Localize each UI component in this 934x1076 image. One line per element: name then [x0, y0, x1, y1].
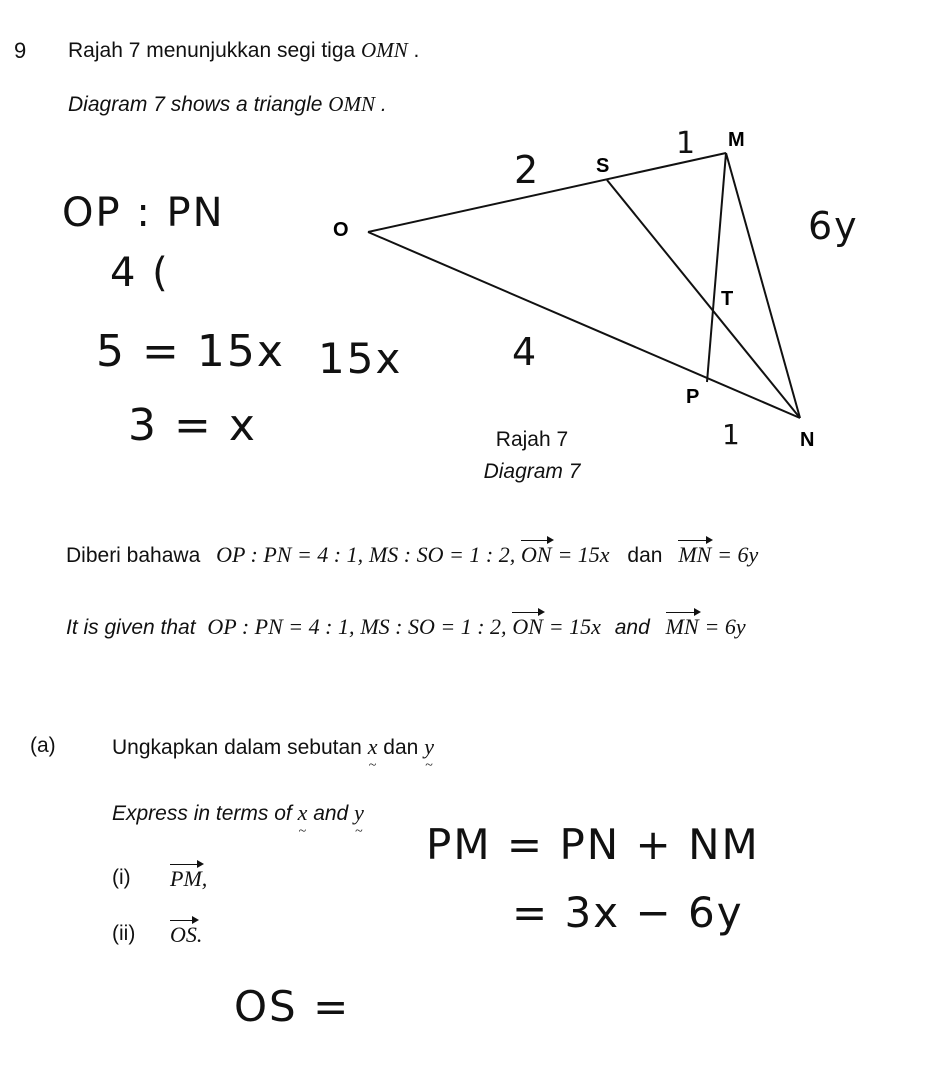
side-on — [368, 232, 800, 418]
stem-ms-text: Rajah 7 menunjukkan segi tiga — [68, 39, 356, 62]
stem-ms-end: . — [413, 39, 420, 62]
hw-seg-1-top: 1 — [676, 126, 698, 161]
side-mn — [726, 153, 800, 418]
given-ms: Diberi bahawa OP : PN = 4 : 1, MS : SO = 1 : 2, ON = 15x dan MN = 6y — [66, 542, 759, 567]
hw-ratio-41: 4 ( — [110, 250, 170, 296]
sub-i-label: (i) — [112, 866, 131, 889]
stem-en-text: Diagram 7 shows a triangle — [68, 93, 323, 116]
part-a-ms — [112, 734, 434, 760]
hw-os-line: OS = — [234, 982, 351, 1031]
part-a-en — [112, 800, 364, 826]
part-a-ms-y: y ~ — [424, 734, 434, 760]
given-ms-mn-val: = 6y — [717, 542, 759, 567]
label-s: S — [596, 155, 610, 177]
sub-ii-vec: OS — [170, 922, 197, 947]
hw-pm-line2: = 3x − 6y — [512, 888, 744, 937]
hw-eq1: 5 = 15x — [96, 326, 285, 377]
side-om — [368, 153, 726, 232]
sub-i-end: , — [201, 866, 208, 891]
line-sn — [607, 180, 800, 418]
label-m: M — [728, 129, 745, 151]
given-ms-ratio1: OP : PN = 4 : 1 — [216, 542, 358, 567]
given-en-and: and — [614, 616, 650, 639]
given-ms-mn-vec: MN — [678, 542, 712, 567]
hw-seg-6y: 6y — [808, 204, 859, 248]
given-en-mn-vec: MN — [665, 614, 699, 639]
part-a-ms-x: x ~ — [368, 734, 378, 760]
hw-op-pn: OP : PN — [62, 190, 225, 236]
hw-seg-1-bottom: 1 — [722, 418, 742, 451]
given-en-on-val: = 15x — [548, 614, 601, 639]
given-ms-on-vec: ON — [521, 542, 552, 567]
question-number: 9 — [14, 38, 27, 63]
sub-ii-expr — [170, 922, 202, 948]
stem-en-triangle: OMN — [328, 92, 375, 116]
stem-en-end: . — [380, 93, 387, 116]
given-ms-ratio2: MS : SO = 1 : 2 — [368, 542, 510, 567]
given-ms-and: dan — [627, 544, 663, 567]
hw-eq1b: 15x — [318, 334, 403, 383]
part-a-en-x: x ~ — [298, 800, 308, 826]
part-a-ms-text: Ungkapkan dalam sebutan — [112, 736, 362, 759]
hw-seg-2: 2 — [514, 148, 541, 192]
sub-i-expr — [170, 866, 207, 892]
part-a-label: (a) — [30, 734, 56, 757]
given-en-on-vec: ON — [512, 614, 543, 639]
given-en: It is given that OP : PN = 4 : 1, MS : SO = 1 : 2, ON = 15x and MN = 6y — [66, 614, 746, 639]
given-en-mn-val: = 6y — [704, 614, 746, 639]
label-o: O — [333, 219, 349, 241]
hw-eq2: 3 = x — [128, 400, 257, 451]
caption-ms: Rajah 7 — [495, 428, 569, 451]
part-a-en-text: Express in terms of — [112, 802, 292, 825]
sub-ii-label: (ii) — [112, 922, 136, 945]
sub-i-vec: PM — [170, 866, 202, 891]
given-en-prefix: It is given that — [66, 616, 196, 639]
given-en-ratio2: MS : SO = 1 : 2 — [360, 614, 502, 639]
hw-seg-4: 4 — [512, 330, 539, 374]
line-mp — [707, 153, 726, 382]
label-p: P — [686, 386, 700, 408]
given-ms-prefix: Diberi bahawa — [66, 544, 201, 567]
given-en-ratio1: OP : PN = 4 : 1 — [207, 614, 349, 639]
stem-ms-triangle: OMN — [361, 38, 408, 62]
given-ms-on-val: = 15x — [557, 542, 610, 567]
sub-ii-end: . — [196, 922, 203, 947]
part-a-ms-and: dan — [383, 736, 419, 759]
hw-pm-line1: PM = PN + NM — [426, 820, 760, 869]
part-a-en-and: and — [313, 802, 349, 825]
label-t: T — [721, 288, 734, 310]
caption-en: Diagram 7 — [483, 460, 581, 483]
label-n: N — [800, 429, 815, 451]
part-a-en-y: y ~ — [354, 800, 364, 826]
